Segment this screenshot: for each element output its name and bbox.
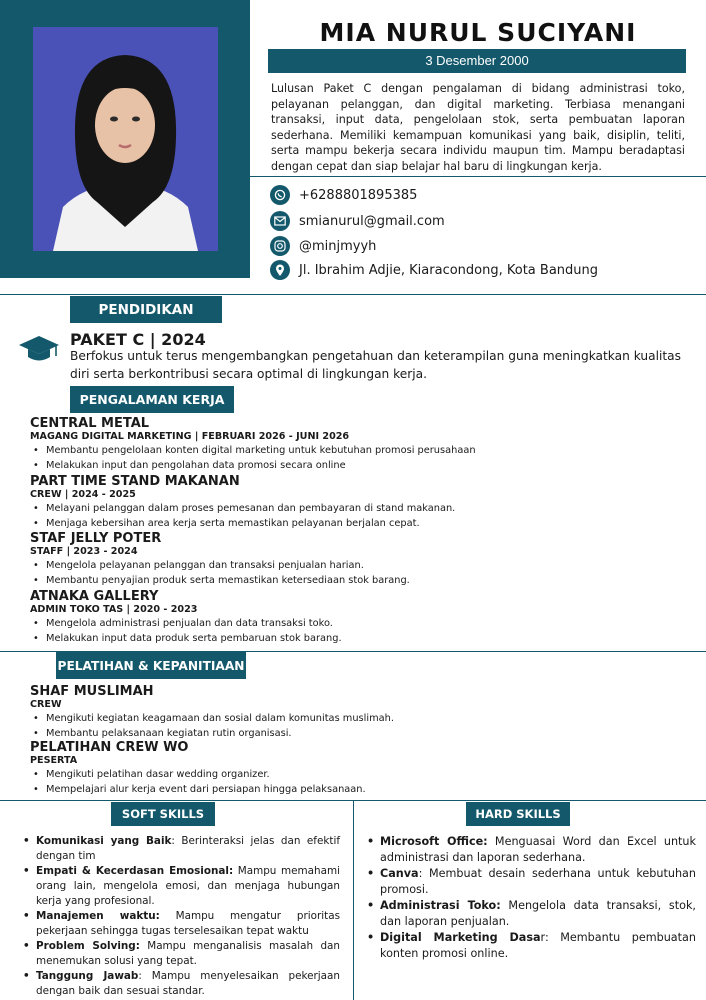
training-title: PELATIHAN CREW WO — [30, 740, 189, 755]
list-item: • Membantu pengelolaan konten digital marketing untuk kebutuhan promosi perusahaan — [30, 443, 690, 458]
contact-text: Jl. Ibrahim Adjie, Kiaracondong, Kota Bandung — [299, 262, 599, 278]
whatsapp-icon — [270, 185, 290, 205]
experience-item — [30, 474, 690, 531]
list-item: • Mengelola pelayanan pelanggan dan transaksi penjualan harian. — [30, 558, 690, 573]
instagram-icon — [270, 236, 290, 256]
list-item: • Menjaga kebersihan area kerja serta memastikan pelayanan berjalan cepat. — [30, 516, 690, 531]
section-heading-hard-skills: HARD SKILLS — [466, 802, 570, 826]
training-role: PESERTA — [30, 755, 78, 766]
list-item: • Komunikasi yang Baik: Berinteraksi jelas dan efektif dengan tim — [22, 834, 340, 864]
experience-item — [30, 416, 690, 473]
column-divider — [353, 800, 354, 1000]
list-item: • Manajemen waktu: Mampu mengatur prioritas pekerjaan sehingga tugas terselesaikan tepat waktu — [22, 909, 340, 939]
divider — [250, 176, 706, 177]
profile-photo — [33, 27, 218, 251]
list-item: • Membantu penyajian produk serta memastikan ketersediaan stok barang. — [30, 573, 690, 588]
list-item: • Digital Marketing Dasar: Membantu pembuatan konten promosi online. — [366, 930, 696, 962]
experience-item — [30, 531, 690, 588]
contact-text: smianurul@gmail.com — [299, 213, 445, 229]
soft-skills-list — [22, 834, 340, 999]
job-subtitle: ADMIN TOKO TAS | 2020 - 2023 — [30, 604, 198, 615]
graduation-cap-icon — [18, 334, 60, 368]
job-title: ATNAKA GALLERY — [30, 589, 159, 604]
education-title: PAKET C | 2024 — [70, 330, 206, 349]
list-item: • Canva: Membuat desain sederhana untuk kebutuhan promosi. — [366, 866, 696, 898]
list-item: • Problem Solving: Mampu menganalisis masalah dan menemukan solusi yang tepat. — [22, 939, 340, 969]
location-pin-icon — [270, 260, 290, 280]
experience-item — [30, 589, 690, 646]
job-subtitle: CREW | 2024 - 2025 — [30, 489, 136, 500]
list-item: • Mengikuti kegiatan keagamaan dan sosial dalam komunitas muslimah. — [30, 711, 690, 726]
list-item: • Administrasi Toko: Mengelola data transaksi, stok, dan laporan penjualan. — [366, 898, 696, 930]
section-heading-training: PELATIHAN & KEPANITIAAN — [56, 652, 246, 679]
divider — [0, 294, 706, 295]
list-item: • Melakukan input data produk serta pembaruan stok barang. — [30, 631, 690, 646]
contact-text: +6288801895385 — [299, 187, 418, 203]
contact-instagram[interactable] — [270, 235, 690, 257]
hard-skills-list — [366, 834, 696, 962]
list-item: • Membantu pelaksanaan kegiatan rutin organisasi. — [30, 726, 690, 741]
job-title: STAF JELLY POTER — [30, 531, 162, 546]
section-heading-experience: PENGALAMAN KERJA — [70, 386, 234, 413]
list-item: • Mengikuti pelatihan dasar wedding organizer. — [30, 767, 690, 782]
photo-panel — [0, 0, 250, 278]
list-item: • Mengelola administrasi penjualan dan data transaksi toko. — [30, 616, 690, 631]
section-heading-soft-skills: SOFT SKILLS — [111, 802, 215, 826]
list-item: • Melakukan input dan pengolahan data promosi secara online — [30, 458, 690, 473]
list-item: • Tanggung Jawab: Mampu menyelesaikan pekerjaan dengan baik dan sesuai standar. — [22, 969, 340, 999]
list-item: • Mempelajari alur kerja event dari persiapan hingga pelaksanaan. — [30, 782, 690, 797]
birth-date-banner: 3 Desember 2000 — [268, 49, 686, 73]
job-title: CENTRAL METAL — [30, 416, 150, 431]
contact-address[interactable] — [270, 259, 690, 281]
training-title: SHAF MUSLIMAH — [30, 684, 154, 699]
job-title: PART TIME STAND MAKANAN — [30, 474, 240, 489]
contact-email[interactable] — [270, 210, 690, 232]
list-item: • Melayani pelanggan dalam proses pemesanan dan pembayaran di stand makanan. — [30, 501, 690, 516]
contact-phone[interactable] — [270, 184, 690, 206]
list-item: • Microsoft Office: Menguasai Word dan Excel untuk administrasi dan laporan sederhana. — [366, 834, 696, 866]
job-subtitle: STAFF | 2023 - 2024 — [30, 546, 138, 557]
list-item: • Empati & Kecerdasan Emosional: Mampu memahami orang lain, mengelola emosi, dan menjaga hubungan kerja yang profesional. — [22, 864, 340, 909]
profile-summary: Lulusan Paket C dengan pengalaman di bidang administrasi toko, pelayanan pelanggan, dan digital marketing. Terbiasa menangani transaksi, input data, pengelolaan stok, serta pembuatan laporan sederhana. Memiliki kemampuan komunikasi yang baik, disiplin, teliti, serta mampu bekerja secara individu maupun tim. Mampu beradaptasi dengan cepat dan siap belajar hal baru di lingkungan kerja. — [271, 82, 685, 173]
job-subtitle: MAGANG DIGITAL MARKETING | FEBRUARI 2026 - JUNI 2026 — [30, 431, 350, 442]
training-role: CREW — [30, 699, 62, 710]
training-item — [30, 740, 690, 797]
email-icon — [270, 211, 290, 231]
portrait-illustration — [33, 27, 218, 251]
contact-text: @minjmyyh — [299, 238, 377, 254]
education-description: Berfokus untuk terus mengembangkan pengetahuan dan keterampilan guna meningkatkan kualitas diri serta berkontribusi secara optimal di lingkungan kerja. — [70, 349, 681, 381]
full-name: MIA NURUL SUCIYANI — [319, 18, 637, 47]
section-heading-education: PENDIDIKAN — [70, 296, 222, 323]
training-item — [30, 684, 690, 741]
